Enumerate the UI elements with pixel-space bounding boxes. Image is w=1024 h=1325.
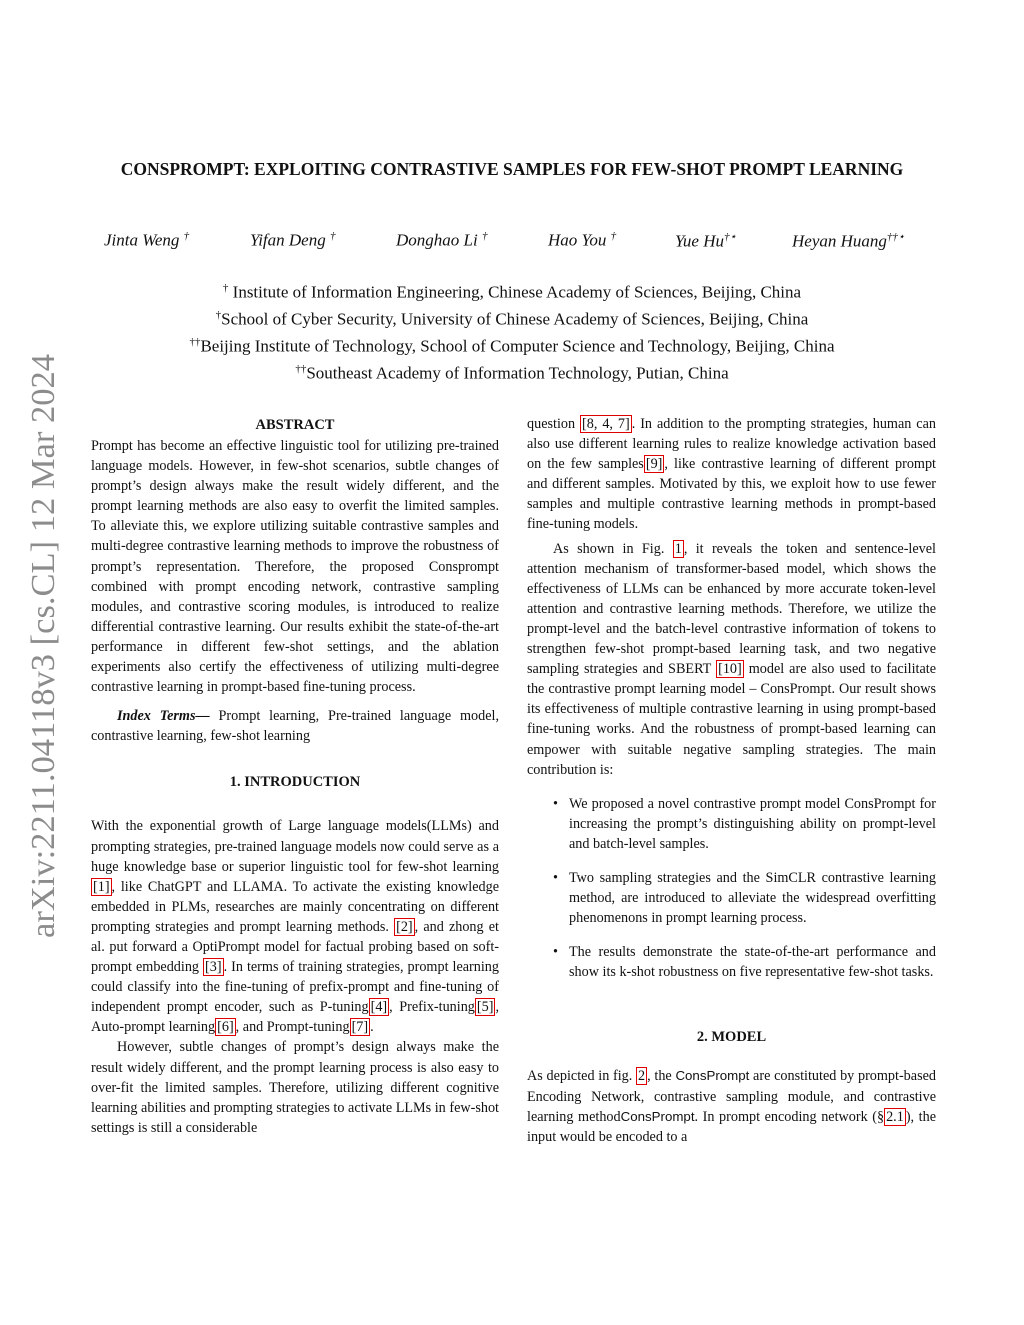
author: Yifan Deng † xyxy=(250,230,336,250)
author: Hao You † xyxy=(548,230,617,250)
list-item: • Two sampling strategies and the SimCLR contrastive learning method, are introduced to alleviate the widespread overfitting phenomenons in prompt learning process. xyxy=(553,869,936,927)
intro-paragraph: However, subtle changes of prompt’s design always make the result widely different, and the prompt learning process is also easy to over-fit the limited samples. Therefore, utilizing different cognitive learning abilities and prompting strategies to activate LLMs in few-shot settings is still a considerable xyxy=(91,1039,499,1136)
affiliation: ††Beijing Institute of Technology, School of Computer Science and Technology, Beijing, China xyxy=(189,336,835,356)
section-link[interactable]: 2.1 xyxy=(886,1108,904,1125)
figure-link[interactable]: 2 xyxy=(638,1068,646,1085)
intro-paragraph: With the exponential growth of Large language models(LLMs) and prompting strategies, pre-trained language models now could serve as a huge knowledge base or superior linguistic tool for few-shot learning [1] , like ChatGPT and LLAMA. To activate the existing knowledge embedded in PLMs, researches are mainly concentrating on different prompting strategies and prompt learning methods. [2] , and zhong et al. put forward a OptiPrompt model for factual probing based on soft-prompt embedding [3] . In terms of training strategies, prompt learning could classify into the fine-tuning of prefix-prompt and fine-tuning of independent prompt encoder, such as P-tuning [4] , Prefix-tuning [5] , Auto-prompt learning [6] , and Prompt-tuning [7] . xyxy=(91,818,499,1036)
citation-link[interactable]: [4] xyxy=(370,999,388,1016)
citation-link[interactable]: [1] xyxy=(93,878,110,895)
model-paragraph: As depicted in fig. 2 , the ConsPrompt are constituted by prompt-based Encoding Network, contrastive sampling module, and contrastive learning methodConsPrompt. In prompt encoding network (§ 2.1 ), the input would be encoded to a xyxy=(527,1068,936,1145)
citation-link[interactable]: [3] xyxy=(205,959,222,976)
arxiv-id: arXiv:2211.04118v3 [cs.CL] 12 Mar 2024 xyxy=(25,362,62,938)
author: Donghao Li † xyxy=(396,230,488,250)
citation-link[interactable]: [10] xyxy=(718,661,742,678)
citation-link[interactable]: [9] xyxy=(645,456,663,473)
author: Heyan Huang††⋆ xyxy=(792,231,905,251)
abstract-text: Prompt has become an effective linguistic tool for utilizing pre-trained language models. However, in few-shot scenarios, subtle changes of prompt’s design always make the result widely different, and the prompt learning methods are also easy to overfit the limited samples. To alleviate this, we explore utilizing suitable contrastive samples and multi-degree contrastive learning methods to improve the robustness of prompt’s representation. Therefore, the proposed Consprompt combined with prompt encoding network, contrastive sampling modules, and contrastive scoring modules, is introduced to realize differential contrastive learning. Our results exhibit the state-of-the-art performance in different few-shot settings, and the ablation experiments also certify the effectiveness of utilizing multi-degree contrastive learning in prompt-based fine-tuning process. xyxy=(91,438,499,696)
right-column xyxy=(527,414,936,1147)
arxiv-stamp xyxy=(14,352,64,940)
model-heading: 2. MODEL xyxy=(696,1029,767,1046)
author: Jinta Weng † xyxy=(104,230,190,250)
list-item: • The results demonstrate the state-of-the-art performance and show its k-shot robustness on five representative few-shot tasks. xyxy=(553,944,936,981)
affiliation: †School of Cyber Security, University of Chinese Academy of Sciences, Beijing, China xyxy=(215,309,809,329)
figure-link[interactable]: 1 xyxy=(674,540,682,557)
citation-link[interactable]: [7] xyxy=(351,1019,369,1036)
affiliation: ††Southeast Academy of Information Technology, Putian, China xyxy=(295,363,729,384)
index-terms: Index Terms— Prompt learning, Pre-trained language model, contrastive learning, few-shot learning xyxy=(91,708,499,745)
intro-heading: 1. INTRODUCTION xyxy=(229,774,361,791)
citation-link[interactable]: [8, 4, 7] xyxy=(582,416,630,432)
intro-paragraph: question [8, 4, 7] . In addition to the prompting strategies, human can also use different learning rules to realize knowledge activation based on the few samples [9] , like contrastive learning of different prompt and different samples. Motivated by this, we exploit how to use fewer samples and multiple contrastive learning methods in prompt-based fine-tuning models. xyxy=(527,416,936,533)
affiliation: † Institute of Information Engineering, Chinese Academy of Sciences, Beijing, China xyxy=(222,282,802,302)
citation-link[interactable]: [2] xyxy=(396,918,413,935)
paper-title: CONSPROMPT: EXPLOITING CONTRASTIVE SAMPLES FOR FEW-SHOT PROMPT LEARNING xyxy=(120,159,904,179)
citation-link[interactable]: [5] xyxy=(476,999,494,1016)
contribution-list xyxy=(527,794,936,983)
intro-paragraph: As shown in Fig. 1 , it reveals the token and sentence-level attention mechanism of transformer-based model, which shows the effectiveness of LLMs can be enhanced by more accurate token-level attention and contrastive learning methods. Therefore, we utilize the prompt-level and the batch-level contrastive information of tokens to strengthen few-shot prompt-based learning task, and two negative sampling strategies and SBERT [10] model are also used to facilitate the contrastive prompt learning model – ConsPrompt. Our result shows its effectiveness of multiple contrastive learning in using prompt-based fine-tuning works. And the robustness of prompt-based learning can empower with suitable negative sampling strategies. The main contribution is: xyxy=(527,540,937,778)
author: Yue Hu†⋆ xyxy=(675,231,737,251)
list-item: • We proposed a novel contrastive prompt model ConsPrompt for increasing the prompt’s distinguishing ability on prompt-level and batch-level samples. xyxy=(553,795,936,852)
left-column xyxy=(91,414,499,1138)
abstract-heading: ABSTRACT xyxy=(255,417,335,433)
citation-link[interactable]: [6] xyxy=(217,1019,234,1036)
affiliations xyxy=(100,277,924,386)
